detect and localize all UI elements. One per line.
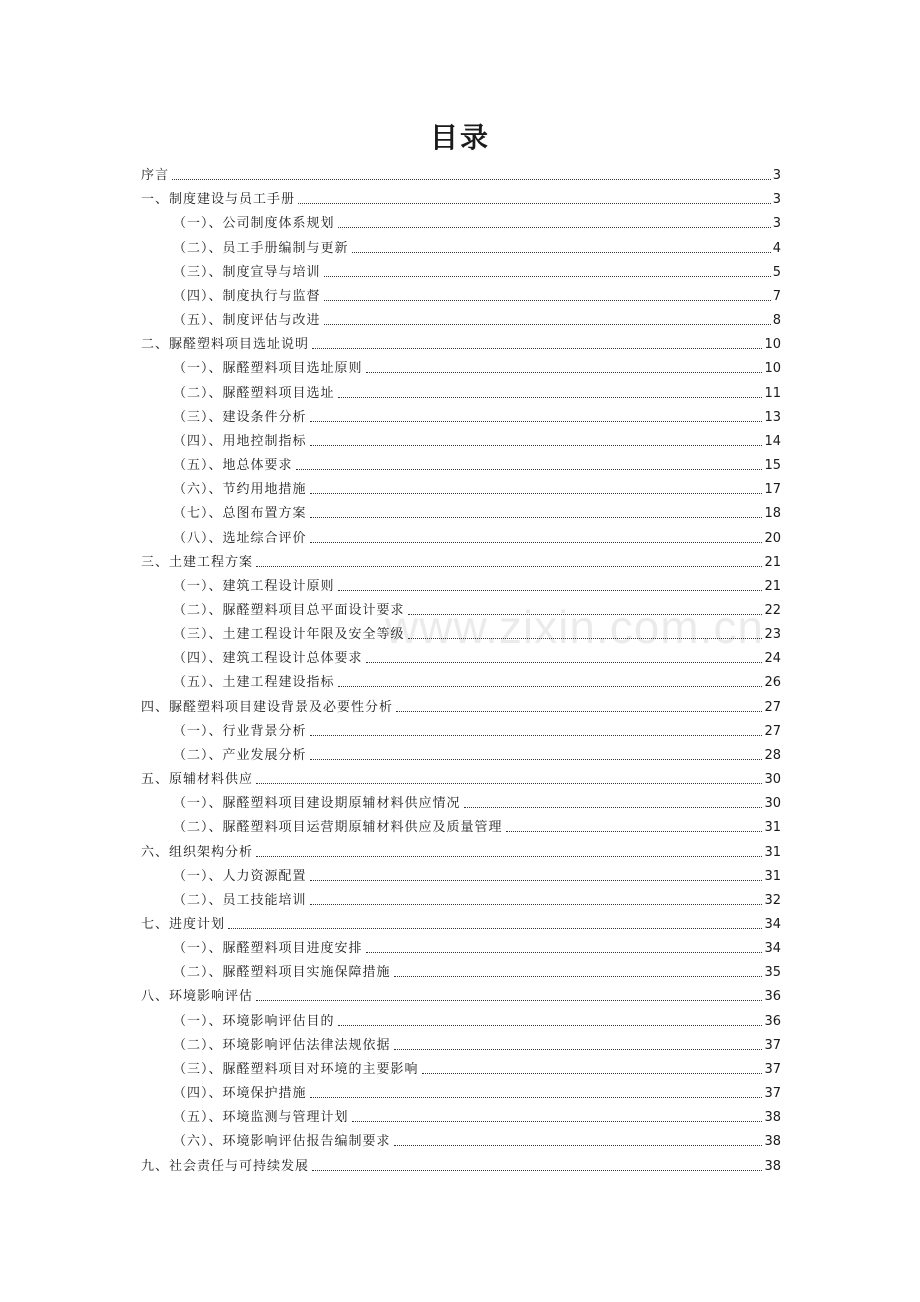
dot-leader	[310, 542, 763, 543]
dot-leader	[310, 517, 763, 518]
toc-entry[interactable]	[141, 522, 781, 546]
toc-entry-page-number: 30	[764, 796, 781, 812]
toc-entry[interactable]	[141, 861, 781, 885]
dot-leader	[256, 783, 762, 784]
toc-entry[interactable]	[141, 909, 781, 933]
dot-leader	[352, 1121, 763, 1122]
toc-entry-page-number: 38	[764, 1158, 781, 1174]
dot-leader	[338, 227, 771, 228]
toc-entry[interactable]	[141, 474, 781, 498]
toc-entry-title: 八、环境影响评估	[141, 989, 254, 1005]
toc-entry[interactable]	[141, 933, 781, 957]
toc-entry-page-number: 3	[772, 216, 781, 232]
dot-leader	[310, 904, 763, 905]
toc-entry-page-number: 8	[772, 313, 781, 329]
toc-entry-title: （六）、环境影响评估报告编制要求	[173, 1134, 391, 1150]
toc-entry[interactable]	[141, 764, 781, 788]
toc-entry-page-number: 34	[764, 941, 781, 957]
dot-leader	[310, 735, 763, 736]
toc-entry-title: （一）、人力资源配置	[173, 868, 307, 884]
dot-leader	[296, 469, 763, 470]
dot-leader	[310, 421, 763, 422]
toc-entry-title: （二）、脲醛塑料项目运营期原辅材料供应及质量管理	[173, 820, 503, 836]
toc-entry-title: （五）、制度评估与改进	[173, 313, 321, 329]
dot-leader	[312, 348, 762, 349]
toc-entry[interactable]	[141, 184, 781, 208]
toc-entry-title: 四、脲醛塑料项目建设背景及必要性分析	[141, 699, 394, 715]
toc-entry-page-number: 10	[764, 361, 781, 377]
toc-entry[interactable]	[141, 740, 781, 764]
toc-entry-title: （一）、脲醛塑料项目进度安排	[173, 941, 363, 957]
toc-entry[interactable]	[141, 812, 781, 836]
toc-entry-page-number: 4	[772, 240, 781, 256]
toc-entry-title: （四）、制度执行与监督	[173, 288, 321, 304]
page-title: 目录	[429, 121, 490, 154]
toc-entry-page-number: 37	[764, 1086, 781, 1102]
dot-leader	[394, 976, 763, 977]
toc-entry-title: （二）、员工手册编制与更新	[173, 240, 349, 256]
dot-leader	[172, 179, 771, 180]
dot-leader	[366, 662, 763, 663]
toc-entry-title: （一）、行业背景分析	[173, 723, 307, 739]
dot-leader	[464, 807, 763, 808]
toc-entry-page-number: 21	[764, 554, 781, 570]
dot-leader	[256, 1000, 762, 1001]
toc-entry-page-number: 15	[764, 458, 781, 474]
dot-leader	[256, 856, 762, 857]
toc-entry-page-number: 20	[764, 530, 781, 546]
toc-entry[interactable]	[141, 498, 781, 522]
toc-entry-title: 七、进度计划	[141, 917, 226, 932]
toc-entry-title: （五）、环境监测与管理计划	[173, 1110, 349, 1126]
toc-entry[interactable]	[141, 426, 781, 450]
toc-entry-title: （二）、脲醛塑料项目选址	[173, 385, 335, 401]
dot-leader	[506, 831, 763, 832]
toc-entry[interactable]	[141, 257, 781, 281]
dot-leader	[310, 880, 763, 881]
dot-leader	[338, 686, 763, 687]
toc-entry-page-number: 21	[764, 578, 781, 594]
dot-leader	[228, 928, 762, 929]
toc-entry[interactable]	[141, 160, 781, 184]
toc-entry[interactable]	[141, 281, 781, 305]
toc-entry-page-number: 37	[764, 1037, 781, 1053]
toc-entry-page-number: 38	[764, 1134, 781, 1150]
toc-entry-page-number: 37	[764, 1061, 781, 1077]
dot-leader	[338, 397, 763, 398]
toc-entry-title: 五、原辅材料供应	[141, 772, 254, 788]
toc-entry[interactable]	[141, 1150, 781, 1174]
toc-entry[interactable]	[141, 208, 781, 232]
toc-entry[interactable]	[141, 571, 781, 595]
dot-leader	[256, 566, 762, 567]
toc-entry-page-number: 24	[764, 651, 781, 667]
toc-entry[interactable]	[141, 305, 781, 329]
toc-entry-page-number: 23	[764, 627, 781, 643]
toc-entry-page-number: 31	[764, 844, 781, 860]
watermark: www.zixin.com.cn	[385, 601, 764, 653]
toc-entry-page-number: 32	[764, 892, 781, 908]
toc-entry-title: （三）、制度宣导与培训	[173, 264, 321, 280]
toc-entry-page-number: 34	[764, 917, 781, 932]
toc-entry[interactable]	[141, 450, 781, 474]
toc-entry-page-number: 26	[764, 675, 781, 691]
toc-entry-title: （二）、脲醛塑料项目总平面设计要求	[173, 602, 405, 618]
toc-entry[interactable]	[141, 1054, 781, 1078]
toc-entry-title: （七）、总图布置方案	[173, 506, 307, 522]
dot-leader	[408, 638, 763, 639]
toc-entry-title: （三）、建设条件分析	[173, 409, 307, 425]
toc-entry[interactable]	[141, 329, 781, 353]
toc-entry-page-number: 18	[764, 506, 781, 522]
toc-entry-title: 序言	[141, 168, 170, 184]
toc-entry[interactable]	[141, 377, 781, 401]
toc-entry[interactable]	[141, 643, 781, 667]
toc-entry-title: （三）、土建工程设计年限及安全等级	[173, 627, 405, 643]
toc-entry-title: 九、社会责任与可持续发展	[141, 1158, 310, 1174]
toc-entry-page-number: 17	[764, 482, 781, 498]
toc-entry-page-number: 30	[764, 772, 781, 788]
toc-entry-title: 二、脲醛塑料项目选址说明	[141, 337, 310, 353]
toc-entry-page-number: 27	[764, 699, 781, 715]
toc-entry-page-number: 13	[764, 409, 781, 425]
dot-leader	[394, 1145, 763, 1146]
toc-entry[interactable]	[141, 788, 781, 812]
toc-entry-page-number: 31	[764, 820, 781, 836]
toc-entry[interactable]	[141, 619, 781, 643]
toc-entry[interactable]	[141, 232, 781, 256]
dot-leader	[422, 1073, 763, 1074]
toc-entry-page-number: 36	[764, 989, 781, 1005]
toc-entry-title: （二）、产业发展分析	[173, 747, 307, 763]
toc-entry[interactable]	[141, 885, 781, 909]
toc-entry[interactable]	[141, 1005, 781, 1029]
dot-leader	[310, 445, 763, 446]
dot-leader	[338, 590, 763, 591]
toc-entry-title: （四）、建筑工程设计总体要求	[173, 651, 363, 667]
dot-leader	[312, 1170, 762, 1171]
dot-leader	[324, 276, 771, 277]
toc-entry[interactable]	[141, 1030, 781, 1054]
table-of-contents	[141, 160, 781, 1175]
dot-leader	[408, 614, 763, 615]
toc-entry-page-number: 38	[764, 1110, 781, 1126]
dot-leader	[324, 300, 771, 301]
toc-entry-page-number: 5	[772, 264, 781, 280]
toc-entry-page-number: 11	[764, 385, 781, 401]
toc-entry[interactable]	[141, 836, 781, 860]
toc-entry-page-number: 27	[764, 723, 781, 739]
toc-entry-page-number: 22	[764, 602, 781, 618]
toc-entry-title: （二）、环境影响评估法律法规依据	[173, 1037, 391, 1053]
toc-entry[interactable]	[141, 957, 781, 981]
toc-entry[interactable]	[141, 667, 781, 691]
toc-entry-page-number: 3	[772, 168, 781, 184]
toc-entry-title: （二）、脲醛塑料项目实施保障措施	[173, 965, 391, 981]
toc-entry[interactable]	[141, 691, 781, 715]
dot-leader	[366, 952, 763, 953]
dot-leader	[394, 1049, 763, 1050]
toc-entry-title: （一）、环境影响评估目的	[173, 1013, 335, 1029]
toc-entry-title: （五）、地总体要求	[173, 458, 293, 474]
toc-entry[interactable]	[141, 1078, 781, 1102]
toc-entry[interactable]	[141, 1102, 781, 1126]
toc-entry-title: （八）、选址综合评价	[173, 530, 307, 546]
toc-entry[interactable]	[141, 402, 781, 426]
toc-entry[interactable]	[141, 353, 781, 377]
toc-entry-title: （六）、节约用地措施	[173, 482, 307, 498]
toc-entry-title: 一、制度建设与员工手册	[141, 192, 296, 208]
toc-entry-title: 六、组织架构分析	[141, 844, 254, 860]
dot-leader	[338, 1025, 763, 1026]
dot-leader	[324, 324, 771, 325]
toc-entry-title: （三）、脲醛塑料项目对环境的主要影响	[173, 1061, 419, 1077]
toc-entry-title: （一）、公司制度体系规划	[173, 216, 335, 232]
toc-entry-page-number: 3	[772, 192, 781, 208]
toc-entry-title: 三、土建工程方案	[141, 554, 254, 570]
toc-entry-title: （五）、土建工程建设指标	[173, 675, 335, 691]
dot-leader	[310, 1097, 763, 1098]
toc-entry[interactable]	[141, 981, 781, 1005]
dot-leader	[310, 759, 763, 760]
toc-entry-title: （四）、环境保护措施	[173, 1086, 307, 1102]
toc-entry-title: （一）、脲醛塑料项目建设期原辅材料供应情况	[173, 796, 461, 812]
toc-entry-title: （二）、员工技能培训	[173, 892, 307, 908]
toc-entry-page-number: 28	[764, 747, 781, 763]
dot-leader	[366, 372, 763, 373]
toc-entry-title: （四）、用地控制指标	[173, 433, 307, 449]
toc-entry-title: （一）、建筑工程设计原则	[173, 578, 335, 594]
dot-leader	[310, 493, 763, 494]
toc-entry[interactable]	[141, 1126, 781, 1150]
toc-entry-page-number: 7	[772, 288, 781, 304]
toc-entry-page-number: 31	[764, 868, 781, 884]
dot-leader	[396, 711, 762, 712]
toc-entry-page-number: 10	[764, 337, 781, 353]
toc-entry-page-number: 36	[764, 1013, 781, 1029]
toc-entry[interactable]	[141, 547, 781, 571]
toc-entry-page-number: 14	[764, 433, 781, 449]
toc-entry[interactable]	[141, 595, 781, 619]
toc-entry-title: （一）、脲醛塑料项目选址原则	[173, 361, 363, 377]
toc-entry-page-number: 35	[764, 965, 781, 981]
dot-leader	[352, 252, 771, 253]
toc-entry[interactable]	[141, 716, 781, 740]
dot-leader	[298, 203, 771, 204]
